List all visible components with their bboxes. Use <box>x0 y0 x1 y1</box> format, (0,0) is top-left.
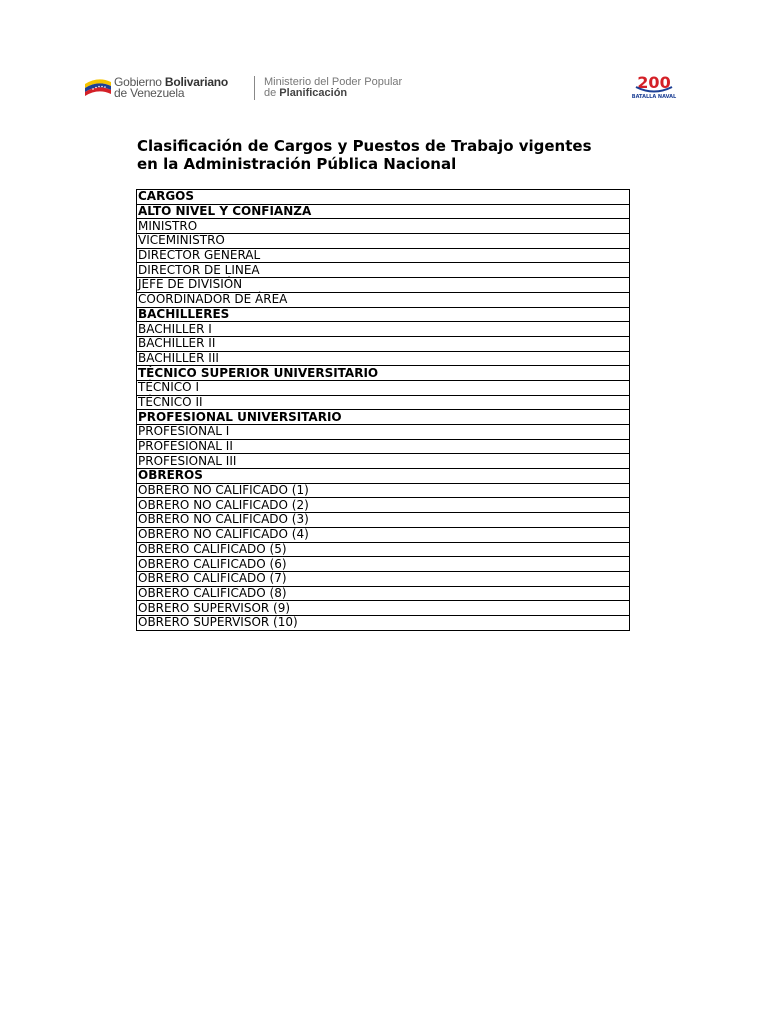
title-line-2: en la Administración Pública Nacional <box>137 155 457 173</box>
page-header <box>84 72 684 106</box>
table-section-header-row <box>137 204 630 219</box>
table-cell: OBRERO NO CALIFICADO (1) <box>137 483 630 498</box>
table-cell: OBRERO CALIFICADO (6) <box>137 557 630 572</box>
table-cell: OBRERO CALIFICADO (8) <box>137 586 630 601</box>
table-row <box>137 557 630 572</box>
table-cell: OBRERO NO CALIFICADO (3) <box>137 513 630 528</box>
table-row <box>137 292 630 307</box>
table-row <box>137 336 630 351</box>
logo-number: 200 <box>637 73 671 92</box>
table-cell: OBRERO CALIFICADO (7) <box>137 571 630 586</box>
ministerio-planificacion-logo-text <box>264 77 402 99</box>
table-cell: DIRECTOR DE LINEA <box>137 263 630 278</box>
ministry-line2-prefix: de <box>264 87 280 99</box>
gov-line1-bold: Bolivariano <box>164 75 229 89</box>
table-cell: DIRECTOR GENERAL <box>137 248 630 263</box>
table-cell: PROFESIONAL I <box>137 425 630 440</box>
cargos-classification-table <box>136 189 630 631</box>
table-row <box>137 219 630 234</box>
table-section-header-row <box>137 469 630 484</box>
table-cell: BACHILLERES <box>137 307 630 322</box>
table-row <box>137 278 630 293</box>
table-row <box>137 586 630 601</box>
table-cell: TÉCNICO SUPERIOR UNIVERSITARIO <box>137 366 630 381</box>
title-line-1: Clasificación de Cargos y Puestos de Trabajo vigentes <box>137 137 592 155</box>
table-row <box>137 234 630 249</box>
table-row <box>137 454 630 469</box>
table-cell: CARGOS <box>137 190 630 205</box>
table-cell: PROFESIONAL III <box>137 454 630 469</box>
table-row <box>137 527 630 542</box>
gov-line1-prefix: Gobierno <box>114 75 165 89</box>
table-row <box>137 483 630 498</box>
table-row <box>137 263 630 278</box>
table-cell: OBREROS <box>137 469 630 484</box>
table-cell: BACHILLER I <box>137 322 630 337</box>
document-title <box>137 137 637 173</box>
table-cell: JEFE DE DIVISIÓN <box>137 278 630 293</box>
ministry-line1: Ministerio del Poder Popular <box>264 76 403 88</box>
table-section-header-row <box>137 307 630 322</box>
table-row <box>137 601 630 616</box>
table-section-header-row <box>137 410 630 425</box>
table-cell: TÉCNICO I <box>137 380 630 395</box>
table-cell: OBRERO CALIFICADO (5) <box>137 542 630 557</box>
table-cell: BACHILLER III <box>137 351 630 366</box>
table-row <box>137 380 630 395</box>
table-row <box>137 248 630 263</box>
table-cell: BACHILLER II <box>137 336 630 351</box>
table-section-header-row <box>137 366 630 381</box>
table-row <box>137 351 630 366</box>
table-cell: PROFESIONAL UNIVERSITARIO <box>137 410 630 425</box>
header-divider <box>254 76 255 100</box>
table-cell: MINISTRO <box>137 219 630 234</box>
bicentenario-batalla-naval-logo <box>630 72 678 102</box>
table-cell: PROFESIONAL II <box>137 439 630 454</box>
gobierno-bolivariano-logo-text <box>114 77 228 99</box>
table-cell: TÉCNICO II <box>137 395 630 410</box>
table-row <box>137 439 630 454</box>
table-cell: OBRERO SUPERVISOR (9) <box>137 601 630 616</box>
table-cell: OBRERO SUPERVISOR (10) <box>137 615 630 630</box>
ministry-line2-bold: Planificación <box>279 87 348 99</box>
venezuela-flag-icon <box>84 76 112 98</box>
gov-line2: de Venezuela <box>114 86 185 100</box>
logo-caption: BATALLA NAVAL <box>631 94 677 100</box>
table-cell: COORDINADOR DE ÁREA <box>137 292 630 307</box>
table-cell: OBRERO NO CALIFICADO (4) <box>137 527 630 542</box>
table-cell: VICEMINISTRO <box>137 234 630 249</box>
table-row <box>137 542 630 557</box>
table-row <box>137 615 630 630</box>
table-section-header-row <box>137 190 630 205</box>
table-row <box>137 571 630 586</box>
table-body <box>137 190 630 631</box>
table-cell: ALTO NIVEL Y CONFIANZA <box>137 204 630 219</box>
table-row <box>137 498 630 513</box>
table-row <box>137 425 630 440</box>
table-row <box>137 395 630 410</box>
table-row <box>137 322 630 337</box>
table-cell: OBRERO NO CALIFICADO (2) <box>137 498 630 513</box>
table-row <box>137 513 630 528</box>
